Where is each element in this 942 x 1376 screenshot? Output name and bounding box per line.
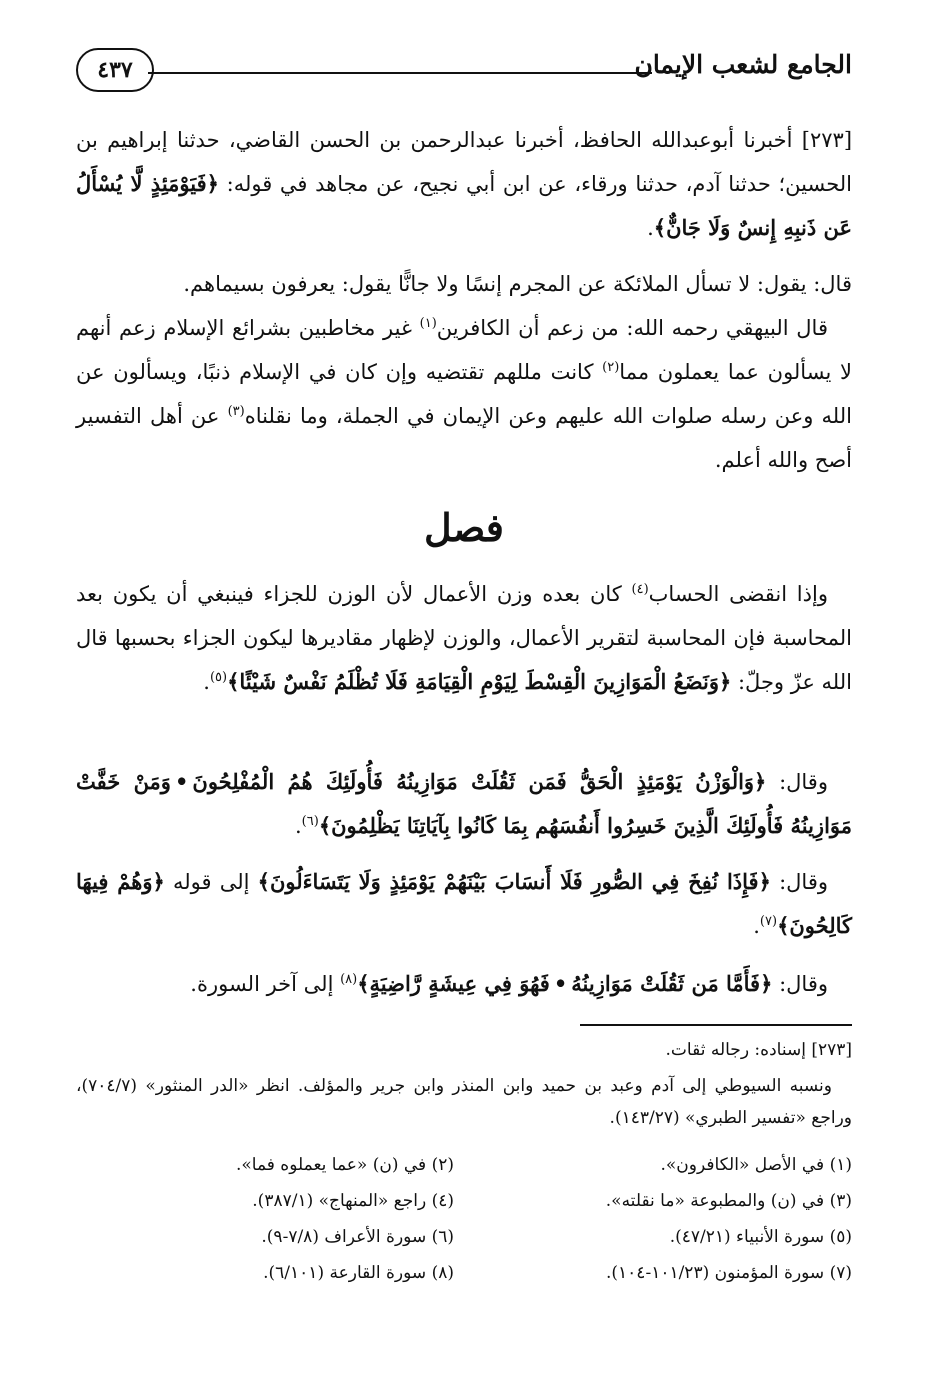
header-rule: [148, 72, 652, 74]
text-segment: وإذا انقضى الحساب: [648, 582, 828, 606]
paragraph-mujahid-comment: قال: يقول: لا تسأل الملائكة عن المجرم إنسًا ولا جانًّا يقول: يعرفون بسيماهم.: [183, 272, 852, 296]
footnote-isnad: [٢٧٣] إسناده: رجاله ثقات.: [665, 1040, 852, 1060]
running-title: الجامع لشعب الإيمان: [634, 50, 852, 79]
text-segment: وقال:: [766, 770, 828, 794]
quran-verse: وَمَنْ خَفَّتْ مَوَازِينُهُ فَأُولَئِكَ الَّذِينَ خَسِرُوا أَنفُسَهُم بِمَا كَانُوا بِآيَاتِنَا يَظْلِمُونَ﴾: [76, 769, 852, 838]
punctuation: .: [203, 670, 210, 694]
footnote-ref-6[interactable]: (٦): [301, 814, 319, 829]
paragraph-verse-muminun: [76, 860, 852, 948]
paragraph-weighing: [76, 572, 852, 704]
text-segment: كانت مللهم تقتضيه وإن كان في الإسلام ذنبًا، ويسألون عن الله وعن رسله صلوات الله عليهم وعن الإيمان في الجملة، وما نقلناه: [76, 360, 852, 428]
ayah-separator: •: [553, 971, 568, 996]
quran-verse: فَهُوَ فِي عِيشَةٍ رَّاضِيَةٍ﴾: [357, 971, 550, 996]
paragraph-bayhaqi: [76, 306, 852, 482]
page-header: [76, 42, 852, 104]
footnote-ref-7[interactable]: (٧): [759, 914, 778, 929]
footnote-ref-3[interactable]: (٣): [227, 404, 245, 419]
quran-verse: ﴿وَالْوَزْنُ يَوْمَئِذٍ الْحَقُّ فَمَن ثَقُلَتْ مَوَازِينُهُ فَأُولَئِكَ هُمُ الْمُفْلِحُونَ: [192, 769, 767, 794]
quran-verse: ﴿فَأَمَّا مَن ثَقُلَتْ مَوَازِينُهُ: [571, 971, 773, 996]
footnote-7: (٧) سورة المؤمنون (١٠١/٢٣-١٠٤).: [605, 1263, 852, 1283]
quran-verse: ﴿فَإِذَا نُفِخَ فِي الصُّورِ فَلَا أَنسَابَ بَيْنَهُمْ يَوْمَئِذٍ وَلَا يَتَسَاءَلُونَ﴾: [257, 869, 771, 894]
footnote-ref-5[interactable]: (٥): [209, 670, 228, 685]
text-segment: إلى قوله: [164, 870, 258, 894]
footnote-ref-2[interactable]: (٢): [602, 360, 620, 375]
footnote-6: (٦) سورة الأعراف (٧/٨-٩).: [261, 1227, 454, 1247]
paragraph-hadith-273: [76, 118, 852, 250]
punctuation: .: [294, 814, 302, 838]
section-heading: فصل: [424, 505, 504, 550]
footnote-5: (٥) سورة الأنبياء (٤٧/٢١).: [669, 1227, 852, 1247]
text-segment: كان بعده وزن الأعمال لأن الوزن للجزاء فينبغي أن يكون بعد المحاسبة فإن المحاسبة لتقرير الأعمال، والوزن لإظهار مقاديرها ليكون الجزاء بحسبها قال الله عزّ وجلّ:: [76, 582, 852, 694]
text-segment: عن أهل التفسير أصح والله أعلم.: [76, 404, 852, 472]
page-number: [76, 48, 154, 92]
narration-chain: [٢٧٣] أخبرنا أبوعبدالله الحافظ، أخبرنا عبدالرحمن بن الحسن القاضي، حدثنا إبراهيم بن الحسين؛ حدثنا آدم، حدثنا ورقاء، عن ابن أبي نجيح، عن مجاهد في قوله:: [76, 128, 853, 196]
footnote-8: (٨) سورة القارعة (٦/١٠١).: [263, 1263, 454, 1283]
footnote-1: (١) في الأصل «الكافرون».: [660, 1155, 852, 1175]
footnote-ref-8[interactable]: (٨): [340, 972, 358, 987]
quran-verse: ﴿فَيَوْمَئِذٍ لَّا يُسْأَلُ عَن ذَنبِهِ إِنسٌ وَلَا جَانٌّ﴾: [76, 171, 852, 240]
footnote-ref-1[interactable]: (١): [419, 316, 437, 331]
quran-verse: ﴿وَهُمْ فِيهَا كَالِحُونَ﴾: [76, 869, 852, 938]
text-segment: إلى آخر السورة.: [190, 972, 341, 996]
text-segment: قال البيهقي رحمه الله: من زعم أن الكافرين: [436, 316, 828, 340]
text-segment: وقال:: [770, 870, 829, 894]
footnote-3: (٣) في (ن) والمطبوعة «ما نقلته».: [605, 1191, 852, 1211]
footnote-attribution: ونسبه السيوطي إلى آدم وعبد بن حميد وابن المنذر وابن جرير والمؤلف. انظر «الدر المنثور» (٧٠٤/٧)، وراجع «تفسير الطبري» (١٤٣/٢٧).: [76, 1076, 852, 1128]
text-segment: غير مخاطبين بشرائع الإسلام زعم أنهم لا يسألون عما يعملون مما: [76, 316, 852, 384]
paragraph-verse-araf: [76, 760, 852, 848]
footnote-2: (٢) في (ن) «عما يعملوه فما».: [235, 1155, 454, 1175]
footnote-separator: [580, 1024, 852, 1026]
text-segment: وقال:: [772, 972, 828, 996]
punctuation: .: [647, 216, 654, 240]
footnote-4: (٤) راجع «المنهاج» (٣٨٧/١).: [252, 1191, 454, 1211]
footnote-list: [76, 1148, 852, 1290]
punctuation: .: [753, 914, 760, 938]
quran-verse: ﴿وَنَضَعُ الْمَوَازِينَ الْقِسْطَ لِيَوْمِ الْقِيَامَةِ فَلَا تُظْلَمُ نَفْسٌ شَيْئًا﴾: [227, 669, 732, 694]
page-number-text: ٤٣٧: [97, 57, 133, 83]
paragraph-verse-qariah: [76, 962, 852, 1006]
footnote-ref-4[interactable]: (٤): [631, 582, 649, 597]
ayah-separator: •: [174, 769, 189, 794]
